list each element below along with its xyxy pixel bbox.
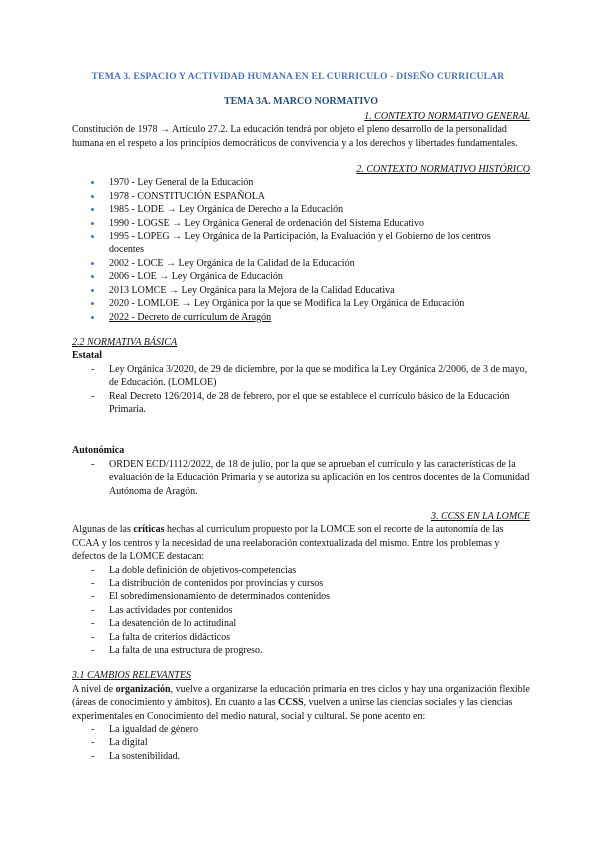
text-run: hechas al curriculum propuesto por la LOMCE son el recorte de la autonomía de las CCAA y los centros y la necesidad de una reelaboración contextualizada del mismo. Entre los problemas y defectos de la LOMCE destacan: <box>72 524 504 563</box>
list-item: - Las actividades por contenidos <box>72 604 530 617</box>
lomce-problems-list <box>72 564 530 658</box>
list-item: 1990 - LOGSE → Ley Orgánica General de ordenación del Sistema Educativo <box>72 217 530 230</box>
section-2-2-heading: 2.2 NORMATIVA BÁSICA <box>72 336 178 348</box>
list-item: 1970 - Ley General de la Educación <box>72 176 530 189</box>
section-3-heading: 3. CCSS EN LA LOMCE <box>431 510 530 522</box>
list-item: - La falta de una estructura de progreso. <box>72 644 530 657</box>
list-item: 2013 LOMCE → Ley Orgánica para la Mejora de la Calidad Educativa <box>72 284 530 297</box>
document-page <box>72 70 530 763</box>
estatal-list <box>72 363 530 417</box>
list-item: 1985 - LODE → Ley Orgánica de Derecho a la Educación <box>72 203 530 216</box>
section-2-heading: 2. CONTEXTO NORMATIVO HISTÓRICO <box>356 164 530 176</box>
list-item: - La falta de criterios didácticos <box>72 631 530 644</box>
list-item: 1995 - LOPEG → Ley Orgánica de la Participación, la Evaluación y el Gobierno de los centros docentes <box>72 230 530 257</box>
list-item: - La sostenibilidad. <box>72 750 530 763</box>
text-run: Algunas de las <box>72 524 134 536</box>
list-item: 2002 - LOCE → Ley Orgánica de la Calidad de la Educación <box>72 257 530 270</box>
text-bold: organización <box>115 683 171 695</box>
changes-list <box>72 723 530 763</box>
list-item: - Real Decreto 126/2014, de 28 de febrero, por el que se establece el currículo básico de la Educación Primaria. <box>72 390 530 417</box>
estatal-label: Estatal <box>72 350 102 362</box>
section-3-1-text <box>72 683 530 723</box>
list-item: - Ley Orgánica 3/2020, de 29 de diciembre, por la que se modifica la Ley Orgánica 2/2006, de 3 de mayo, de Educación. (LOMLOE) <box>72 363 530 390</box>
section-3-1-heading: 3.1 CAMBIOS RELEVANTES <box>72 670 191 682</box>
list-item: - La igualdad de género <box>72 723 530 736</box>
autonomica-list <box>72 458 530 498</box>
text-bold: críticas <box>133 524 165 536</box>
list-item: - La doble definición de objetivos-competencias <box>72 564 530 577</box>
list-item: - La distribución de contenidos por provincias y cursos <box>72 577 530 590</box>
document-subtitle: TEMA 3A. MARCO NORMATIVO <box>223 96 379 108</box>
section-1-heading: 1. CONTEXTO NORMATIVO GENERAL <box>364 110 530 122</box>
text-run: , vuelven a unirse las ciencias sociales y las ciencias experimentales en Conocimiento del medio natural, social y cultural. Se pone acento en: <box>72 697 513 722</box>
text-run: , vuelve a organizarse la educación primaria en tres ciclos y hay una organización flexible (áreas de conocimiento y ámbitos). En cuanto a las <box>72 683 530 709</box>
document-title: TEMA 3. ESPACIO Y ACTIVIDAD HUMANA EN EL CURRICULO - DISEÑO CURRICULAR <box>91 71 505 82</box>
list-item: 1978 - CONSTITUCIÓN ESPAÑOLA <box>72 190 530 203</box>
list-item: - La digital <box>72 736 530 749</box>
section-1-text: Constitución de 1978 → Artículo 27.2. La educación tendrá por objeto el pleno desarrollo de la personalidad humana en el respeto a los principios democráticos de convivencia y a los derechos y libertades fundamentales. <box>72 124 518 149</box>
autonomica-label: Autonómica <box>72 445 125 457</box>
list-item: - El sobredimensionamiento de determinados contenidos <box>72 590 530 603</box>
list-item: 2022 - Decreto de currículum de Aragón <box>72 311 530 324</box>
section-3-text <box>72 523 530 563</box>
history-list <box>72 176 530 323</box>
list-item: - La desatención de lo actitudinal <box>72 617 530 630</box>
list-item: 2020 - LOMLOE → Ley Orgánica por la que se Modifica la Ley Orgánica de Educación <box>72 297 530 310</box>
text-bold: CCSS <box>278 697 304 709</box>
text-run: A nivel de <box>72 683 116 695</box>
list-item: 2006 - LOE → Ley Orgánica de Educación <box>72 270 530 283</box>
list-item: - ORDEN ECD/1112/2022, de 18 de julio, por la que se aprueban el currículo y las características de la evaluación de la Educación Primaria y se autoriza su aplicación en los centros docentes de la Comunidad Autónoma de Aragón. <box>72 458 530 498</box>
